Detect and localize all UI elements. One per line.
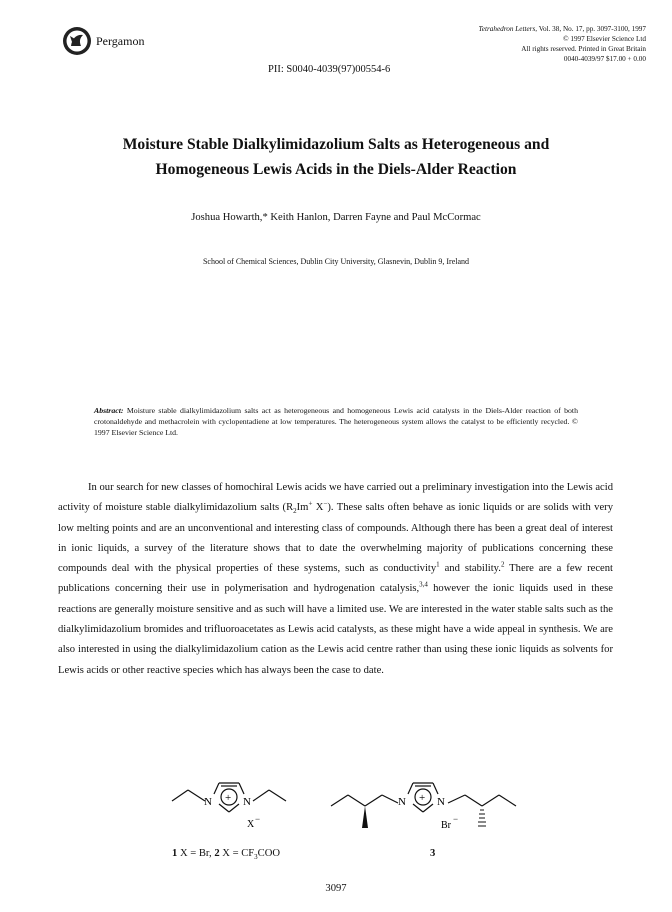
- price-line: 0040-4039/97 $17.00 + 0.00: [563, 55, 646, 63]
- abstract: [94, 405, 578, 438]
- abstract-text: Moisture stable dialkylimidazolium salts act as heterogeneous and homogeneous Lewis acid catalysts in the Diels-Alder reaction of both crotonaldehyde and methacrolein with cyclopentadiene at low temperatures. The heterogeneous system allows the catalyst to be efficiently recycled. © 1997 Elsevier Science Ltd.: [94, 406, 578, 437]
- rights-line: All rights reserved. Printed in Great Britain: [521, 45, 646, 53]
- wedge-bond: [362, 806, 368, 828]
- plus-label-1: +: [225, 792, 232, 804]
- publisher-name: Pergamon: [96, 34, 145, 48]
- paper-title: [0, 132, 672, 182]
- affiliation: School of Chemical Sciences, Dublin City University, Glasnevin, Dublin 9, Ireland: [202, 257, 470, 266]
- page-number: 3097: [325, 883, 347, 894]
- citation-ref-3-4: 3,4: [419, 580, 428, 589]
- title-line-1: Moisture Stable Dialkylimidazolium Salts as Heterogeneous and: [122, 136, 550, 153]
- n-label-1a: N: [204, 796, 212, 808]
- copyright-line: © 1997 Elsevier Science Ltd: [563, 35, 646, 43]
- hashed-bond: [478, 810, 486, 826]
- anion-label-1: X: [247, 819, 255, 830]
- plus-label-3: +: [419, 792, 426, 804]
- n-label-3b: N: [437, 796, 445, 808]
- minus-label-1: −: [255, 814, 261, 824]
- n-label-3a: N: [398, 796, 406, 808]
- compound-label-1-2: 1 X = Br, 2 $X = CF_3COO$: [172, 848, 281, 862]
- journal-info: [376, 24, 646, 64]
- journal-citation: Tetrahedron Letters, Vol. 38, No. 17, pp. 3097-3100, 1997: [478, 25, 646, 33]
- anion-label-3: Br: [441, 820, 451, 831]
- minus-label-3: −: [453, 814, 459, 824]
- authors: Joshua Howarth,* Keith Hanlon, Darren Fayne and Paul McCormac: [191, 212, 481, 223]
- pii: PII: S0040-4039(97)00554-6: [268, 64, 391, 75]
- citation-ref-1: 1: [436, 560, 440, 569]
- body-paragraph: In our search for new classes of homochiral Lewis acids we have carried out a preliminary investigation into the Lewis acid activity of moisture stable dialkylimidazolium salts ($R_2Im^+$ X−). These salts often behave as ionic liquids or are solids with very low melting points and are an unconventional and interesting class of compounds. Although there has been a great deal of interest in ionic liquids, a survey of the literature shows that to date the overwhelming majority of publications concerning these compounds deal with the physical properties of these systems, such as conductivity$^1$ and stability.$^2$ There are a few recent publications concerning their use in polymerisation and hydrogenation catalysis,$^{3,4}$ however the ionic liquids used in these reactions are generally moisture sensitive and as such will have a limited use. We are interested in the water stable salts such as the dialkylimidazolium bromides and trifluoroacetates as Lewis acid catalysts, as these might have a wide appeal in synthesis. We are also interested in using the dialkylimidazolium cation as the Lewis acid centre rather than using these ionic liquids as solvents for Lewis acids or other reactive species which has always been the case to date.: [58, 482, 613, 676]
- n-label-1b: N: [243, 796, 251, 808]
- title-line-2: Homogeneous Lewis Acids in the Diels-Alder Reaction: [155, 161, 517, 178]
- publisher-logo-icon: [62, 26, 92, 56]
- chemical-structures-figure: [0, 760, 672, 870]
- compound-label-3: 3: [430, 848, 436, 859]
- abstract-label: Abstract:: [94, 406, 124, 415]
- citation-ref-2: 2: [500, 560, 505, 569]
